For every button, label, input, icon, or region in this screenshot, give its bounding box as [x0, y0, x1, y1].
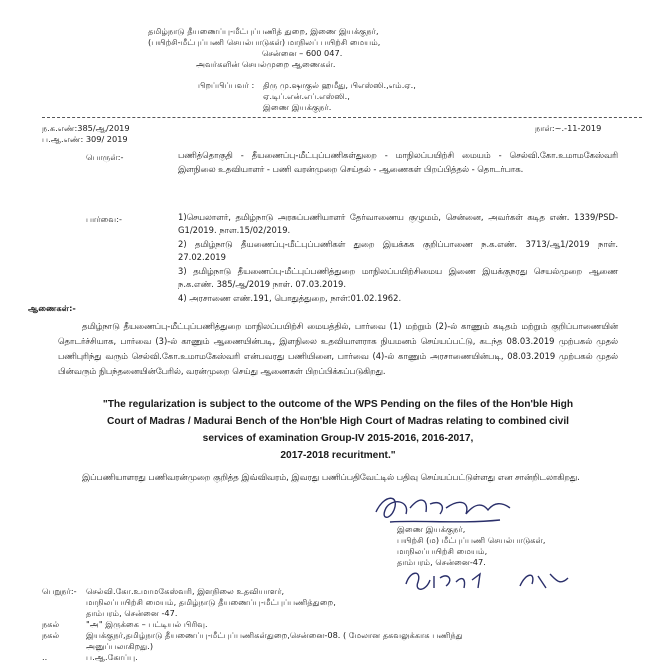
footer-mark: .. [42, 652, 48, 662]
signatory-line-3: மாநிலப்பயிற்சி மையம், [397, 546, 488, 556]
subject-text: பணித்தொகுதி - தீயணைப்பு-மீட்புப்பணிகள்துறை - மாநிலப்பயிற்சி மையம் - செல்வி.கோ.உமாமகேஸ்வரி இளநிலை உதவியாளர் - பணி வரன்முறை செய்தல் - ஆணைகள் பிறப்பித்தல் - தொடர்பாக. [178, 150, 618, 174]
pa-number: ப.ஆ.எண்: 309/ 2019 [42, 134, 128, 144]
copy-text-4: ப.ஆ.கோப்பு. [86, 652, 138, 662]
header-line-1: தமிழ்நாடு தீயணைப்பு-மீட்புப்பணித் துறை, இணை இயக்குநர், [148, 26, 379, 36]
signatory-line-4: தாம்பரம், சென்னை-47. [397, 557, 486, 567]
quote-line-3: services of examination Group-IV 2015-2016, 2016-2017, [202, 433, 474, 444]
signatory-line-2: பயிற்சி (ம) மீட்புப்பணி செயல்பாடுகள், [397, 535, 546, 545]
header-line-4: அவர்களின் செயல்முறை ஆணைகள். [196, 59, 336, 69]
recipient-line-1: செல்வி.கோ.உமாமகேஸ்வரி, இளநிலை உதவியாளர், [86, 586, 285, 596]
divider [42, 117, 642, 118]
header-line-2: (பயிற்சி-மீட்புப்பணி செயல்பாடுகள்) மாநிலப் பயிற்சி மையம், [148, 37, 381, 47]
copy-label-2: நகல் [42, 630, 60, 640]
orders-body: தமிழ்நாடு தீயணைப்பு-மீட்புப்பணித்துறை மாநிலப்பயிற்சி மையத்தில், பார்வை (1) மற்றும் (2)-ல் காணும் கடிதம் மற்றும் குறிப்பாணையின் தொடர்ச்சியாக, பார்வை (3)-ல் காணும் ஆணையின்படி, இளநிலை உதவியாளராக நியமனம் செய்யப்பட்டு, கடந்த 08.03.2019 முற்பகல் முதல் பணிபுரிந்து வரும் செல்வி.கோ.உமாமகேஸ்வரி என்பவரது பணியினை, பார்வை (4)-ல் காணும் அரசாணையின்படி, 08.03.2019 முற்பகல் முதல் பின்வரும் நிபந்தனையின்பேரில், வரன்முறை செய்து ஆணைகள் பிறப்பிக்கப்படுகிறது. [58, 321, 618, 376]
orders-label: ஆணைகள்:- [28, 303, 76, 313]
copy-label-1: நகல் [42, 619, 60, 629]
reference-number: ந.க.எண்:385/ஆ/2019 [42, 123, 130, 133]
reference-item-3: 3) தமிழ்நாடு தீயணைப்பு-மீட்புப்பணித்துறை மாநிலப்பயிற்சிமைய இணை இயக்குநரது செயல்முறை ஆணை ந.க.எண். 385/ஆ/2019 நாள். 07.03.2019. [178, 266, 618, 289]
closing-statement: இப்பணியாளரது பணிவரன்முறை குறித்த இவ்விவரம், இவரது பணிப்பதிவேட்டில் பதிவு செய்யப்பட்டுள்ளது என சான்றிடலாகிறது. [82, 472, 580, 482]
initials-signature [400, 566, 580, 596]
quote-line-2: Court of Madras / Madurai Bench of the Hon'ble High Court of Madras relating to combined civil [106, 416, 570, 427]
recipient-label: பெறுநர்:- [42, 586, 77, 596]
order-date: நாள்:~.-11-2019 [535, 123, 602, 133]
quote-line-4: 2017-2018 recuritment." [280, 450, 396, 461]
condition-quote [58, 396, 618, 464]
quote-line-1: "The regularization is subject to the outcome of the WPS Pending on the files of the Hon'ble High [102, 399, 574, 410]
recipient-line-2: மாநிலப்பயிற்சி மையம், தமிழ்நாடு தீயணைப்பு-மீட்புப்பணித்துறை, [86, 597, 336, 607]
header-line-3: சென்னை – 600 047. [262, 48, 343, 58]
references-label: பார்வை:- [86, 214, 122, 224]
signatory-line-1: இணை இயக்குநர், [397, 524, 466, 534]
reference-item-4: 4) அரசாணை எண்.191, பொதுத்துறை, நாள்:01.02.1962. [178, 293, 402, 303]
issuer-line-3: இணை இயக்குநர். [263, 102, 332, 112]
reference-item-2: 2) தமிழ்நாடு தீயணைப்பு-மீட்புப்பணிகள் துறை இயக்கக குறிப்பாணை ந.க.எண். 3713/ஆ1/2019 நாள். 27.02.2019 [178, 239, 618, 262]
recipient-line-3: தாம்பரம், சென்னை -47. [86, 608, 178, 618]
issuer-line-1: திரு மு.ஷாகுல் ஹமீது, பிஎஸ்ஸி.,எம்.ஏ., [263, 80, 416, 90]
issuer-label: பிறப்பிப்பவர் : [198, 80, 255, 90]
reference-item-1: 1)செயலாளர், தமிழ்நாடு அரசுப்பணியாளர் தேர்வாணைய குழுமம், சென்னை, அவர்கள் கடித எண். 1339/PSD-G1/2019. நாள.15/02/2019. [178, 212, 618, 235]
copy-text-3: அனுப்பலாகிறது.) [86, 641, 154, 651]
issuer-line-2: ஏ.டிப்.என்.எப்.எஸ்ஸி., [263, 91, 350, 101]
copy-text-1: "அ" இருக்கை – பட்டியல் பிரிவு. [86, 619, 208, 629]
subject-label: பொருள்:- [86, 152, 124, 162]
copy-text-2: இயக்குநர்,தமிழ்நாடு தீயணைப்பு-மீட்புப்பணிகள்துறை,சென்னை-08. ( மேலான தகவலுக்காக பணிந்து [86, 630, 463, 640]
